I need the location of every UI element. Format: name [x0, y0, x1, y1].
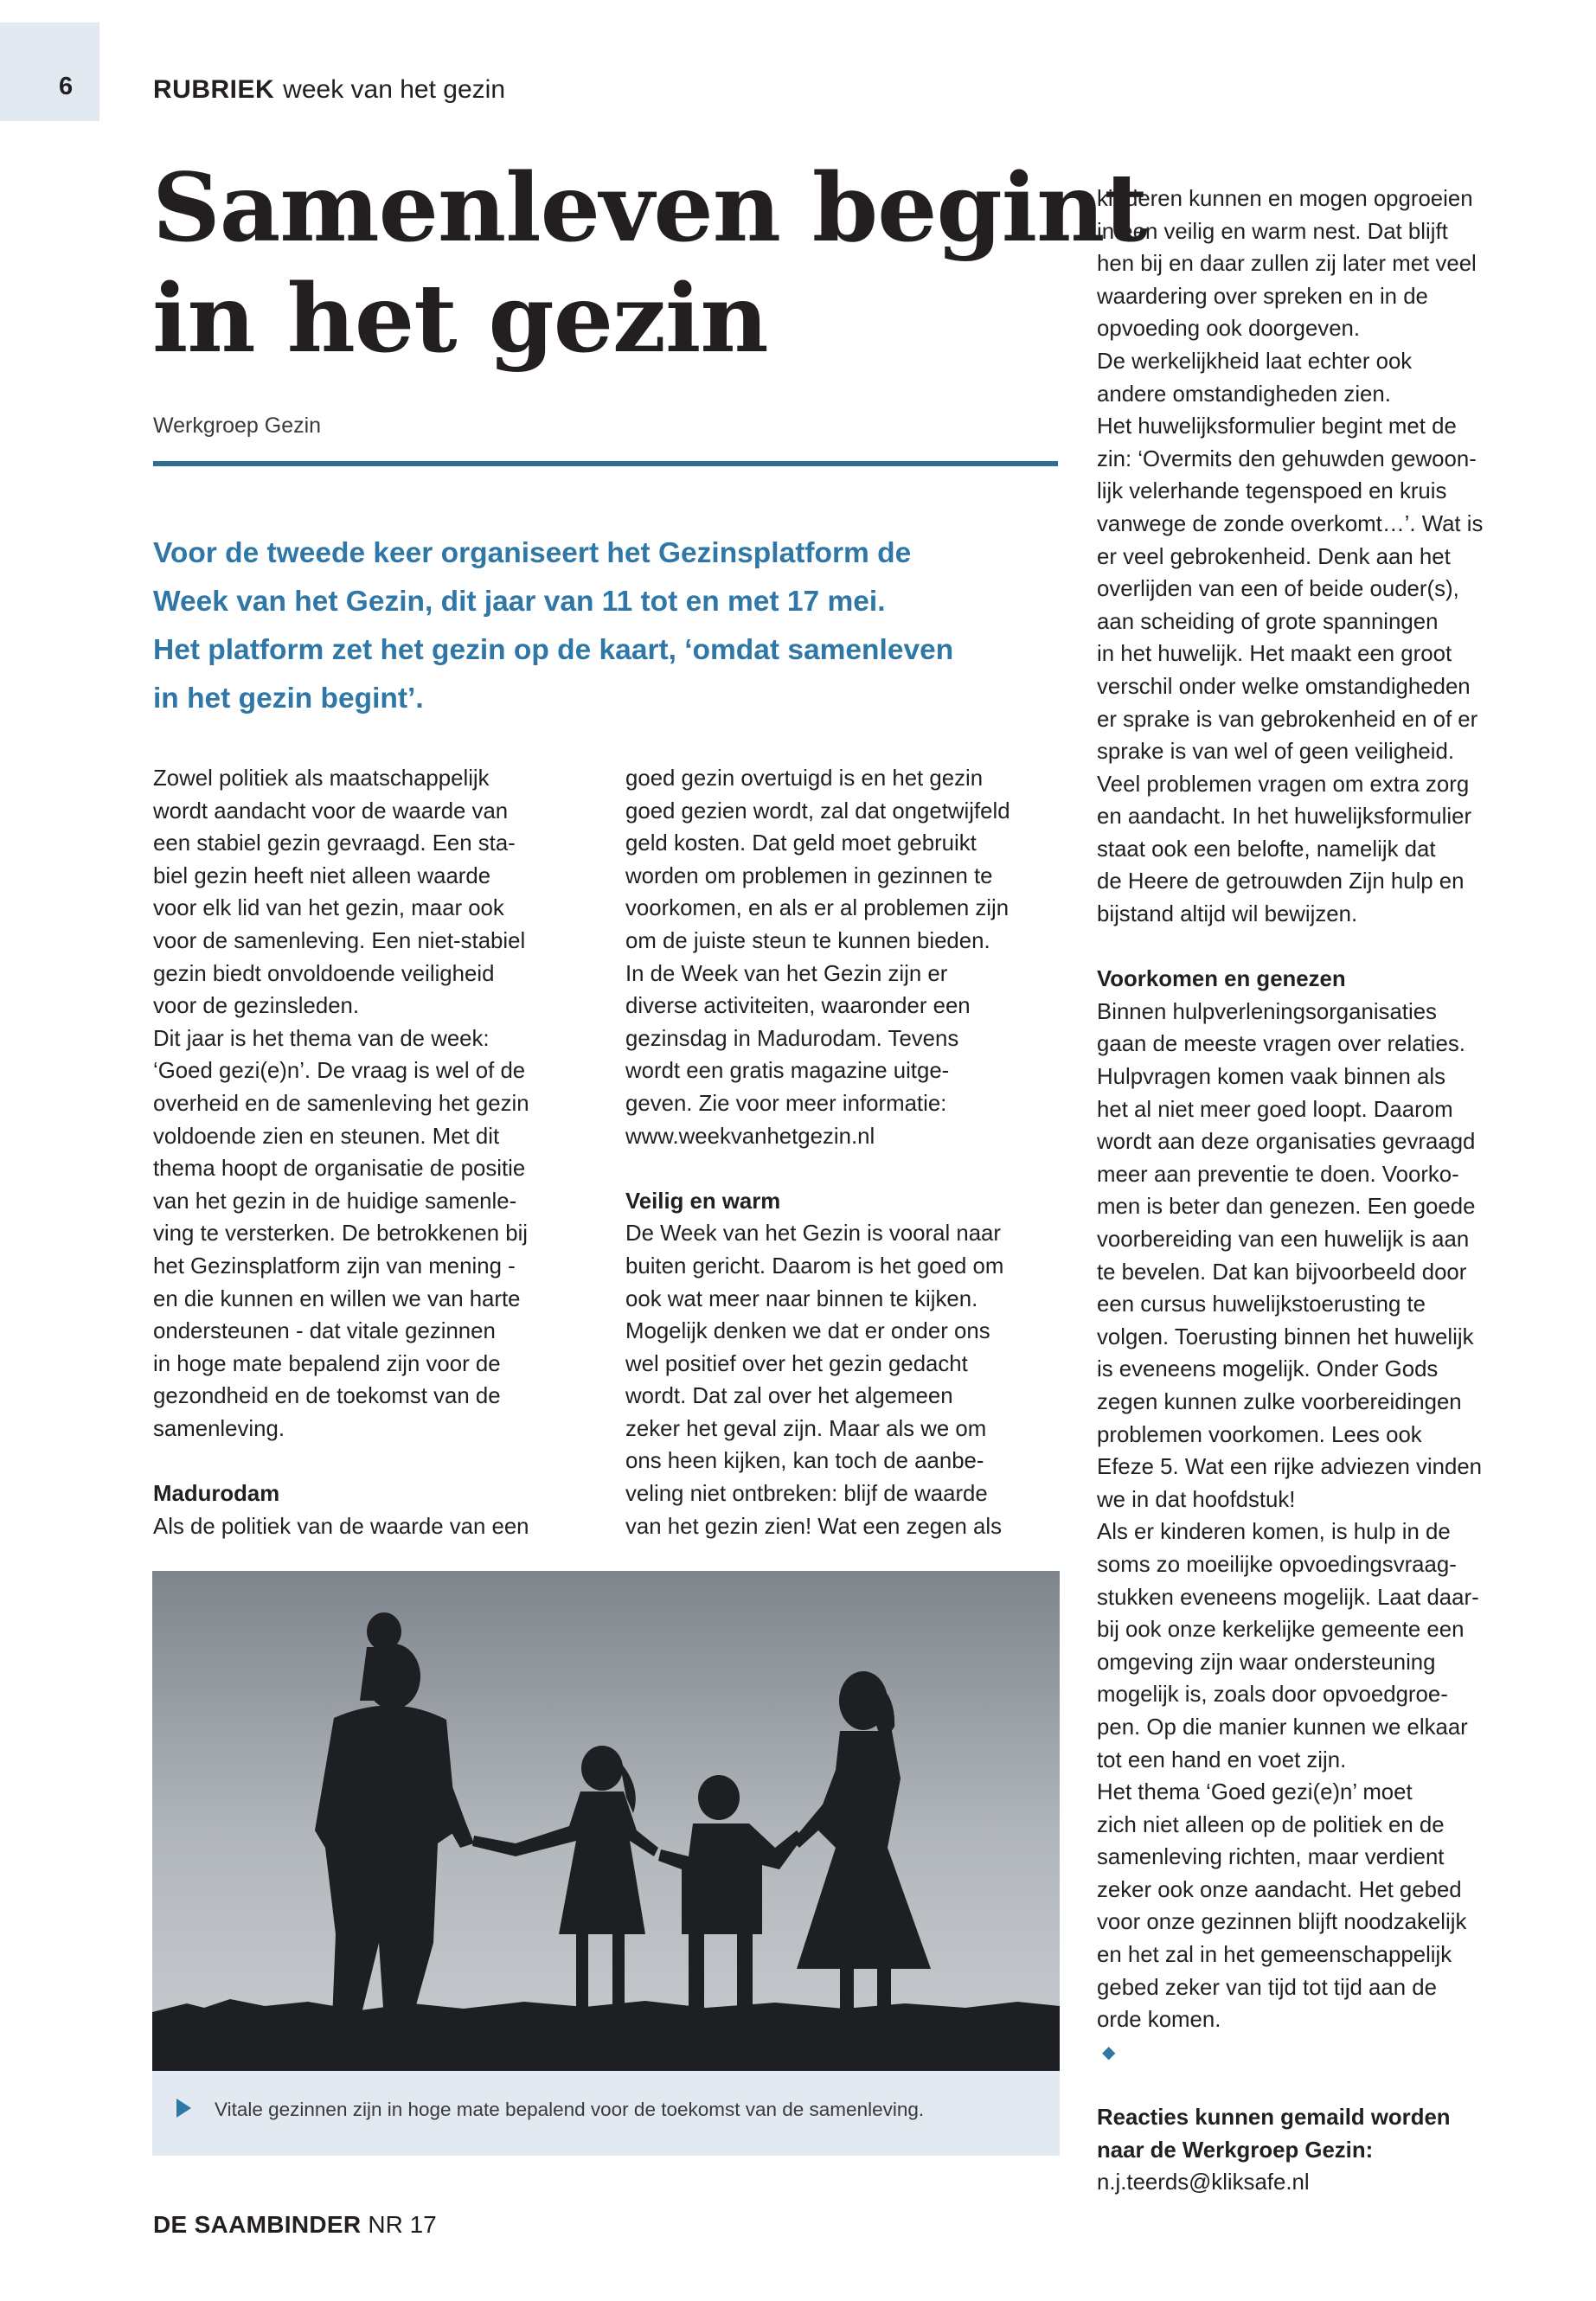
- text-line: De Week van het Gezin is vooral naar: [625, 1221, 1001, 1247]
- text-line: zeker ook onze aandacht. Het gebed: [1097, 1877, 1462, 1902]
- text-line: geven. Zie voor meer informatie:: [625, 1091, 947, 1116]
- subheading-madurodam: Madurodam: [153, 1482, 280, 1507]
- text-line: voorkomen, en als er al problemen zijn: [625, 896, 1010, 921]
- text-line: voor de gezinsleden.: [153, 994, 360, 1019]
- text-line: gezin biedt onvoldoende veiligheid: [153, 961, 495, 986]
- text-line: Het huwelijksformulier begint met de: [1097, 414, 1457, 439]
- text-line: biel gezin heeft niet alleen waarde: [153, 863, 491, 888]
- article-author: Werkgroep Gezin: [153, 413, 322, 438]
- text-line: Binnen hulpverleningsorganisaties: [1097, 999, 1437, 1024]
- text-line: worden om problemen in gezinnen te: [625, 863, 993, 888]
- text-line: goed gezien wordt, zal dat ongetwijfeld: [625, 798, 1010, 824]
- text-line: in een veilig en warm nest. Dat blijft: [1097, 219, 1448, 244]
- subheading-voorkomen-en-genezen: Voorkomen en genezen: [1097, 967, 1346, 992]
- column-3-continued: [1097, 997, 1581, 2070]
- text-line: er veel gebrokenheid. Denk aan het: [1097, 544, 1451, 569]
- text-line: www.weekvanhetgezin.nl: [625, 1124, 875, 1149]
- text-line: lijk velerhande tegenspoed en kruis: [1097, 479, 1447, 504]
- reactions-line: Reacties kunnen gemaild worden: [1097, 2106, 1451, 2131]
- text-line: thema hoopt de organisatie de positie: [153, 1157, 526, 1182]
- text-line: Mogelijk denken we dat er onder ons: [625, 1319, 990, 1344]
- text-line: gaan de meeste vragen over relaties.: [1097, 1032, 1465, 1057]
- text-line: ondersteunen - dat vitale gezinnen: [153, 1319, 496, 1344]
- text-line: soms zo moeilijke opvoedingsvraag-: [1097, 1552, 1457, 1577]
- paragraph-gap: [153, 1445, 603, 1478]
- text-line: overlijden van een of beide ouder(s),: [1097, 577, 1459, 602]
- text-line: in hoge mate bepalend zijn voor de: [153, 1351, 501, 1376]
- text-line: wordt aandacht voor de waarde van: [153, 798, 509, 824]
- text-line: voor elk lid van het gezin, maar ook: [153, 896, 504, 921]
- title-rule: [153, 461, 1058, 466]
- text-line: staat ook een belofte, namelijk dat: [1097, 836, 1436, 862]
- article-title: [152, 152, 1147, 374]
- body-column-2: [625, 763, 1075, 1543]
- text-line: meer aan preventie te doen. Voorko-: [1097, 1162, 1459, 1187]
- text-line: we in dat hoofdstuk!: [1097, 1487, 1296, 1512]
- family-silhouette-photo: [152, 1571, 1060, 2071]
- text-line: bijstand altijd wil bewijzen.: [1097, 902, 1358, 927]
- text-line: samenleving.: [153, 1416, 285, 1441]
- issue-number: NR 17: [368, 2211, 437, 2238]
- text-line: en aandacht. In het huwelijksformulier: [1097, 804, 1472, 830]
- text-line: andere omstandigheden zien.: [1097, 381, 1391, 407]
- text-line: te bevelen. Dat kan bijvoorbeeld door: [1097, 1259, 1467, 1285]
- text-line: zegen kunnen zulke voorbereidingen: [1097, 1389, 1462, 1414]
- end-marker-icon: ◆: [1102, 2042, 1116, 2062]
- text-line: In de Week van het Gezin zijn er: [625, 961, 948, 986]
- text-line: zich niet alleen op de politiek en de: [1097, 1812, 1445, 1837]
- text-line: kinderen kunnen en mogen opgroeien: [1097, 187, 1473, 211]
- text-line: ook wat meer naar binnen te kijken.: [625, 1286, 978, 1311]
- text-line: volgen. Toerusting binnen het huwelijk: [1097, 1324, 1474, 1349]
- text-line: gezondheid en de toekomst van de: [153, 1384, 501, 1409]
- text-line: het al niet meer goed loopt. Daarom: [1097, 1097, 1453, 1122]
- text-line: hen bij en daar zullen zij later met veel: [1097, 252, 1477, 277]
- photo-caption: [152, 2071, 1060, 2156]
- text-line: stukken eveneens mogelijk. Laat daar-: [1097, 1585, 1479, 1610]
- page-footer: [153, 2211, 437, 2239]
- text-line: vanwege de zonde overkomt…’. Wat is: [1097, 511, 1484, 536]
- paragraph-gap: [1097, 2069, 1581, 2102]
- text-line: buiten gericht. Daarom is het goed om: [625, 1253, 1004, 1279]
- text-line: goed gezin overtuigd is en het gezin: [625, 766, 984, 791]
- text-line: wordt aan deze organisaties gevraagd: [1097, 1130, 1476, 1155]
- text-line: Dit jaar is het thema van de week:: [153, 1026, 490, 1051]
- text-line: Hulpvragen komen vaak binnen als: [1097, 1065, 1445, 1090]
- text-line: wordt. Dat zal over het algemeen: [625, 1384, 953, 1409]
- text-line: tot een hand en voet zijn.: [1097, 1747, 1347, 1772]
- text-line: ving te versterken. De betrokkenen bij: [153, 1221, 529, 1247]
- lead-line: in het gezin begint’.: [153, 683, 424, 715]
- text-line: pen. Op die manier kunnen we elkaar: [1097, 1715, 1468, 1740]
- last-line: [1097, 2004, 1581, 2069]
- lead-line: Het platform zet het gezin op de kaart, ‘omdat samenleven: [153, 634, 954, 666]
- lead-paragraph: [153, 529, 1070, 723]
- text-line: zin: ‘Overmits den gehuwden gewoon-: [1097, 446, 1477, 471]
- text-line: een cursus huwelijkstoerusting te: [1097, 1292, 1426, 1317]
- text-line: in het huwelijk. Het maakt een groot: [1097, 642, 1452, 667]
- rubric-label: RUBRIEK: [153, 75, 275, 104]
- text-line: Zowel politiek als maatschappelijk: [153, 766, 490, 791]
- text-line: is eveneens mogelijk. Onder Gods: [1097, 1357, 1439, 1382]
- caption-text: Vitale gezinnen zijn in hoge mate bepalend voor de toekomst van de samenleving.: [215, 2099, 925, 2120]
- text-line: Als de politiek van de waarde van een: [153, 1514, 529, 1539]
- text-line: verschil onder welke omstandigheden: [1097, 674, 1471, 699]
- text-line: Efeze 5. Wat een rijke adviezen vinden: [1097, 1455, 1483, 1480]
- contact-email[interactable]: n.j.teerds@kliksafe.nl: [1097, 2170, 1310, 2195]
- text-line: van het gezin zien! Wat een zegen als: [625, 1514, 1002, 1539]
- text-line: wordt een gratis magazine uitge-: [625, 1059, 950, 1084]
- body-column-3: [1097, 183, 1581, 2200]
- paragraph-gap: [1097, 932, 1581, 965]
- subheading-veilig-en-warm: Veilig en warm: [625, 1189, 781, 1214]
- text-line: er sprake is van gebrokenheid en of er: [1097, 707, 1478, 732]
- paragraph-gap: [625, 1153, 1075, 1186]
- text-line: mogelijk is, zoals door opvoedgroe-: [1097, 1682, 1448, 1708]
- section-name: week van het gezin: [283, 75, 506, 104]
- page-number: 6: [59, 73, 74, 100]
- text-line: zeker het geval zijn. Maar als we om: [625, 1416, 987, 1441]
- text-line: geld kosten. Dat geld moet gebruikt: [625, 831, 977, 856]
- title-line: Samenleven begint: [152, 152, 1147, 263]
- text-line: samenleving richten, maar verdient: [1097, 1845, 1445, 1870]
- text-line: waardering over spreken en in de: [1097, 284, 1428, 309]
- text-line: Veel problemen vragen om extra zorg: [1097, 772, 1470, 797]
- text-line: het Gezinsplatform zijn van mening -: [153, 1253, 516, 1279]
- text-line: en het zal in het gemeenschappelijk: [1097, 1943, 1452, 1968]
- text-line: bij ook onze kerkelijke gemeente een: [1097, 1618, 1465, 1643]
- photo-image: [152, 1571, 1060, 2071]
- text-line: om de juiste steun te kunnen bieden.: [625, 928, 990, 953]
- lead-line: Voor de tweede keer organiseert het Gezinsplatform de: [153, 537, 912, 569]
- text-line: gezinsdag in Madurodam. Tevens: [625, 1026, 959, 1051]
- text-line: gebed zeker van tijd tot tijd aan de: [1097, 1975, 1437, 2000]
- text-line: een stabiel gezin gevraagd. Een sta-: [153, 831, 516, 856]
- text-line: en die kunnen en willen we van harte: [153, 1286, 521, 1311]
- column-2-text: [625, 763, 1075, 1153]
- text-line: diverse activiteiten, waaronder een: [625, 994, 971, 1019]
- column-3-text: [1097, 183, 1581, 932]
- text-line: Het thema ‘Goed gezi(e)n’ moet: [1097, 1780, 1413, 1805]
- page-number-box: [0, 22, 99, 121]
- body-column-1: [153, 763, 603, 1543]
- text-line: ‘Goed gezi(e)n’. De vraag is wel of de: [153, 1059, 526, 1084]
- text-line: voor onze gezinnen blijft noodzakelijk: [1097, 1910, 1467, 1935]
- reactions-line: naar de Werkgroep Gezin:: [1097, 2138, 1374, 2163]
- text-line: overheid en de samenleving het gezin: [153, 1091, 529, 1116]
- text-line: opvoeding ook doorgeven.: [1097, 317, 1361, 342]
- text-line: voldoende zien en steunen. Met dit: [153, 1124, 500, 1149]
- text-line: ons heen kijken, kan toch de aanbe-: [625, 1449, 984, 1474]
- text-line: sprake is van wel of geen veiligheid.: [1097, 740, 1454, 765]
- column-1-continued: [153, 1511, 603, 1544]
- lead-line: Week van het Gezin, dit jaar van 11 tot en met 17 mei.: [153, 586, 886, 618]
- text-line: problemen voorkomen. Lees ook: [1097, 1422, 1422, 1447]
- caption-arrow-icon: [176, 2099, 191, 2118]
- text-line: van het gezin in de huidige samenle-: [153, 1189, 517, 1214]
- text-line: wel positief over het gezin gedacht: [625, 1351, 968, 1376]
- text-line: voor de samenleving. Een niet-stabiel: [153, 928, 526, 953]
- text-line: omgeving zijn waar ondersteuning: [1097, 1650, 1436, 1675]
- text-line: men is beter dan genezen. Een goede: [1097, 1195, 1476, 1220]
- section-header: [153, 75, 505, 105]
- text-line: voorbereiding van een huwelijk is aan: [1097, 1227, 1470, 1252]
- magazine-name: DE SAAMBINDER: [153, 2211, 362, 2238]
- text-line: veling niet ontbreken: blijf de waarde: [625, 1482, 988, 1507]
- column-2-continued: [625, 1218, 1075, 1543]
- column-1-text: [153, 763, 603, 1445]
- text-line: de Heere de getrouwden Zijn hulp en: [1097, 869, 1465, 894]
- text-line: De werkelijkheid laat echter ook: [1097, 349, 1413, 374]
- text-line: Als er kinderen komen, is hulp in de: [1097, 1520, 1451, 1545]
- title-line: in het gezin: [152, 263, 768, 374]
- reactions-note: [1097, 2102, 1581, 2167]
- text-line: orde komen.: [1097, 2008, 1221, 2033]
- text-line: aan scheiding of grote spanningen: [1097, 609, 1439, 634]
